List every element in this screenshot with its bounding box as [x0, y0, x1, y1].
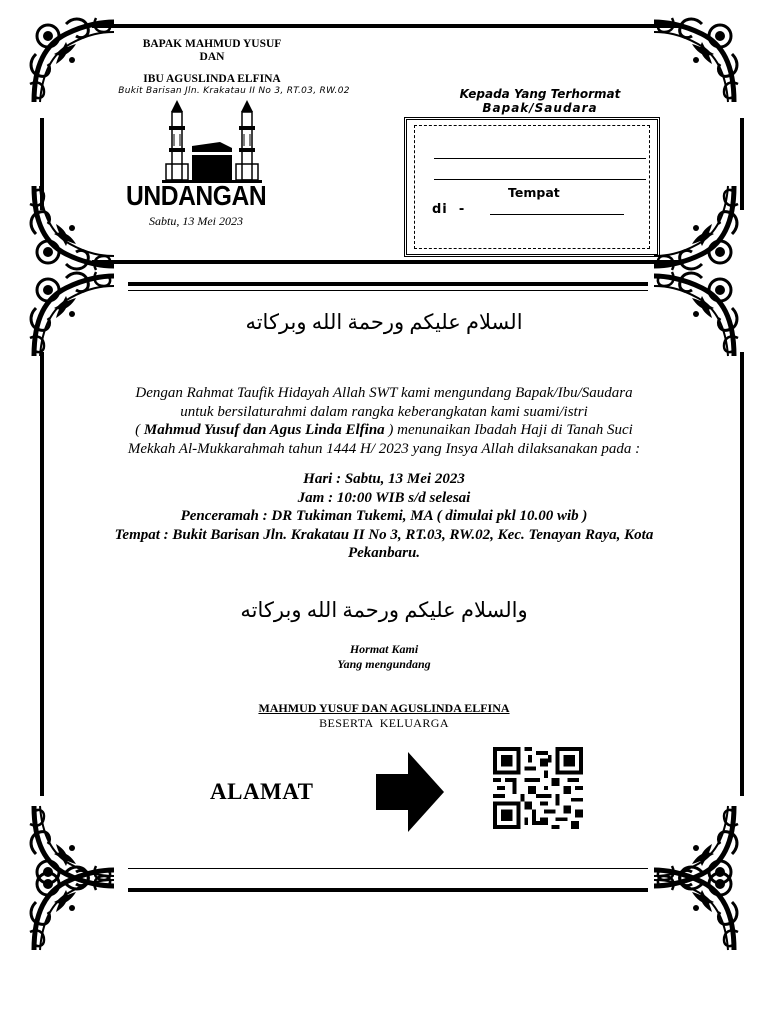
invitation-title: UNDANGAN	[126, 180, 267, 211]
host-names	[96, 38, 328, 86]
main-card-right-line	[740, 352, 744, 796]
signers-names: MAHMUD YUSUF DAN AGUSLINDA ELFINA	[258, 701, 510, 715]
body-line-3	[90, 421, 678, 440]
host-line-1: BAPAK MAHMUD YUSUF	[142, 38, 282, 50]
body-line-3-rest: ) menunaikan Ibadah Haji di Tanah Suci	[384, 422, 633, 438]
host-line-3: IBU AGUSLINDA ELFINA	[143, 73, 281, 85]
signers-family: BESERTA KELUARGA	[319, 716, 449, 730]
body-line-4: Mekkah Al-Mukkarahmah tahun 1444 H/ 2023 yang Insya Allah dilaksanakan pada :	[127, 440, 641, 457]
closing-line-1: Hormat Kami	[349, 642, 419, 656]
main-card-top-line	[128, 282, 648, 286]
body-line-1: Dengan Rahmat Taufik Hidayah Allah SWT kami mengundang Bapak/Ibu/Saudara	[135, 385, 633, 401]
top-card-bottom-line	[92, 260, 680, 264]
main-card-left-line	[40, 352, 44, 796]
place-fill-line	[490, 214, 624, 215]
addressee-name-line-1	[434, 158, 646, 159]
event-place: Tempat : Bukit Barisan Jln. Krakatau II No 3, RT.03, RW.02, Kec. Tenayan Raya, Kota Pekanbaru.	[114, 526, 654, 561]
closing-regards	[284, 642, 484, 672]
event-details	[110, 470, 658, 563]
closing-line-2: Yang mengundang	[337, 657, 431, 671]
address-label: ALAMAT	[210, 779, 314, 804]
opening-greeting-arabic: السلام عليكم ورحمة الله وبركاته	[245, 310, 523, 334]
place-label: Tempat	[508, 185, 560, 200]
corner-ornament-top-card-bottom-right-icon	[646, 178, 742, 274]
invitation-date: Sabtu, 13 Mei 2023	[149, 214, 243, 228]
arrow-right-icon	[376, 752, 444, 832]
addressee-line-1: Kepada Yang Terhormat	[459, 87, 621, 101]
host-line-2: DAN	[199, 51, 225, 63]
top-border-line	[92, 24, 680, 28]
body-line-2: untuk bersilaturahmi dalam rangka keberangkatan kami suami/istri	[180, 403, 588, 420]
host-address: Bukit Barisan Jln. Krakatau II No 3, RT.03, RW.02	[118, 86, 350, 96]
corner-ornament-main-top-left-icon	[26, 268, 122, 364]
event-time: Jam : 10:00 WIB s/d selesai	[297, 489, 471, 506]
closing-greeting-arabic: والسلام عليكم ورحمة الله وبركاته	[240, 598, 528, 622]
kaaba-mosque-icon	[162, 98, 262, 184]
corner-ornament-lower-left-icon	[26, 862, 122, 958]
qr-code-icon[interactable]	[492, 747, 584, 829]
body-line-3-open: (	[135, 422, 144, 438]
body-couple-names: Mahmud Yusuf dan Agus Linda Elfina	[143, 422, 385, 438]
addressee-line-2: Bapak/Saudara	[482, 101, 598, 115]
di-label: di -	[432, 202, 466, 217]
event-day: Hari : Sabtu, 13 Mei 2023	[303, 471, 465, 487]
addressee-name-line-2	[434, 179, 646, 180]
corner-ornament-main-top-right-icon	[646, 268, 742, 364]
event-speaker: Penceramah : DR Tukiman Tukemi, MA ( dimulai pkl 10.00 wib )	[180, 508, 588, 524]
corner-ornament-lower-right-icon	[646, 862, 742, 958]
main-card-top-line-thin	[128, 290, 648, 291]
main-card-bottom-line-thin	[128, 868, 648, 869]
main-card-bottom-line	[128, 888, 648, 892]
invitation-body	[90, 384, 678, 458]
corner-ornament-top-card-bottom-left-icon	[26, 178, 122, 274]
addressee-heading	[410, 87, 670, 115]
